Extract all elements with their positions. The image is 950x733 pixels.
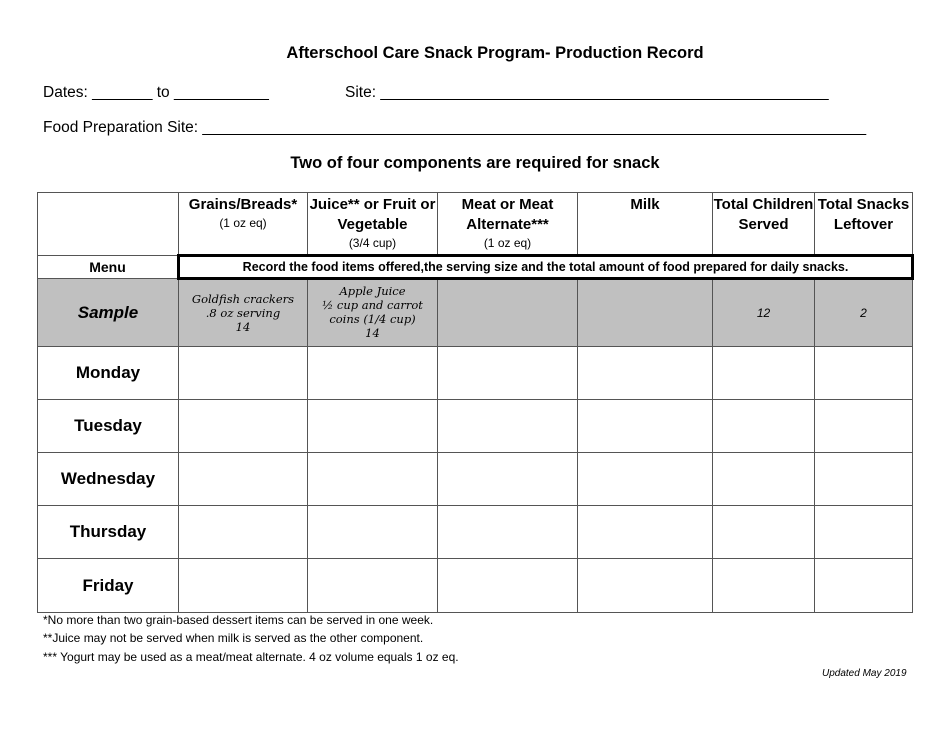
- entry-cell[interactable]: [438, 347, 578, 400]
- entry-cell[interactable]: [438, 400, 578, 453]
- entry-cell[interactable]: [815, 559, 913, 613]
- header-meat-sub: (1 oz eq): [483, 236, 532, 250]
- day-label: Thursday: [38, 506, 179, 559]
- sample-juice-item: Apple Juice: [339, 284, 406, 298]
- entry-cell[interactable]: [578, 400, 713, 453]
- sample-juice-amount: 14: [365, 326, 380, 340]
- entry-cell[interactable]: [578, 347, 713, 400]
- day-row: [38, 559, 913, 613]
- sample-meat-cell: [438, 279, 578, 347]
- day-label: Wednesday: [38, 453, 179, 506]
- entry-cell[interactable]: [578, 506, 713, 559]
- entry-cell[interactable]: [438, 559, 578, 613]
- entry-cell[interactable]: [578, 559, 713, 613]
- header-meat-label: Meat or Meat Alternate***: [461, 196, 554, 233]
- sample-milk-cell: [578, 279, 713, 347]
- header-snacks-leftover: [815, 193, 913, 256]
- entry-cell[interactable]: [713, 400, 815, 453]
- day-row: [38, 453, 913, 506]
- entry-cell[interactable]: [713, 347, 815, 400]
- entry-cell[interactable]: [179, 506, 308, 559]
- day-row: [38, 400, 913, 453]
- entry-cell[interactable]: [713, 506, 815, 559]
- header-snacks-leftover-label: Total Snacks Leftover: [817, 196, 910, 233]
- entry-cell[interactable]: [815, 347, 913, 400]
- sample-leftover: 2: [815, 279, 913, 347]
- food-prep-site-field[interactable]: Food Preparation Site: _____________________________________________________________________________: [43, 119, 867, 136]
- entry-cell[interactable]: [578, 453, 713, 506]
- entry-cell[interactable]: [815, 506, 913, 559]
- sample-juice-serving: ½ cup and carrot: [322, 298, 423, 312]
- footnote-yogurt: *** Yogurt may be used as a meat/meat alternate. 4 oz volume equals 1 oz eq.: [43, 650, 459, 664]
- entry-cell[interactable]: [713, 559, 815, 613]
- header-milk: [578, 193, 713, 256]
- sample-grains-cell: [179, 279, 308, 347]
- menu-instructions: Record the food items offered,the serving size and the total amount of food prepared for daily snacks.: [179, 256, 913, 279]
- sample-juice-extra: coins (1/4 cup): [329, 312, 416, 326]
- sample-grains-amount: 14: [235, 320, 251, 334]
- header-grains-sub: (1 oz eq): [219, 216, 267, 230]
- header-meat: [438, 193, 578, 256]
- sample-children-served: 12: [713, 279, 815, 347]
- header-children-served: [713, 193, 815, 256]
- entry-cell[interactable]: [438, 453, 578, 506]
- components-subtitle: Two of four components are required for snack: [290, 154, 660, 172]
- sample-grains-item: Goldfish crackers: [191, 292, 295, 306]
- entry-cell[interactable]: [308, 453, 438, 506]
- header-row: [38, 193, 913, 256]
- sample-row: [38, 279, 913, 347]
- day-row: [38, 506, 913, 559]
- site-field[interactable]: Site: ____________________________________________________: [345, 84, 829, 101]
- menu-label: Menu: [38, 256, 179, 279]
- entry-cell[interactable]: [815, 453, 913, 506]
- header-empty-cell: [38, 193, 179, 256]
- entry-cell[interactable]: [179, 347, 308, 400]
- entry-cell[interactable]: [308, 559, 438, 613]
- entry-cell[interactable]: [179, 453, 308, 506]
- entry-cell[interactable]: [438, 506, 578, 559]
- entry-cell[interactable]: [179, 400, 308, 453]
- sample-juice-cell: [308, 279, 438, 347]
- header-milk-label: Milk: [630, 196, 660, 213]
- page-title: Afterschool Care Snack Program- Production Record: [286, 44, 704, 62]
- entry-cell[interactable]: [308, 400, 438, 453]
- entry-cell[interactable]: [308, 347, 438, 400]
- production-table: [37, 192, 914, 613]
- header-grains-label: Grains/Breads*: [188, 196, 298, 213]
- entry-cell[interactable]: [713, 453, 815, 506]
- menu-row: [38, 256, 913, 279]
- day-row: [38, 347, 913, 400]
- entry-cell[interactable]: [179, 559, 308, 613]
- updated-date: Updated May 2019: [822, 668, 907, 679]
- entry-cell[interactable]: [308, 506, 438, 559]
- day-label: Tuesday: [38, 400, 179, 453]
- sample-label: Sample: [38, 279, 179, 347]
- day-label: Monday: [38, 347, 179, 400]
- header-children-served-label: Total Children Served: [713, 196, 814, 233]
- header-juice-sub: (3/4 cup): [348, 236, 397, 250]
- footnote-juice: **Juice may not be served when milk is served as the other component.: [43, 631, 424, 645]
- footnote-grains: *No more than two grain-based dessert items can be served in one week.: [43, 613, 434, 627]
- header-juice-label: Juice** or Fruit or Vegetable: [309, 196, 436, 233]
- header-juice: [308, 193, 438, 256]
- sample-grains-serving: .8 oz serving: [205, 306, 281, 320]
- header-grains: [179, 193, 308, 256]
- entry-cell[interactable]: [815, 400, 913, 453]
- dates-field[interactable]: Dates: _______ to ___________: [43, 84, 269, 101]
- day-label: Friday: [38, 559, 179, 613]
